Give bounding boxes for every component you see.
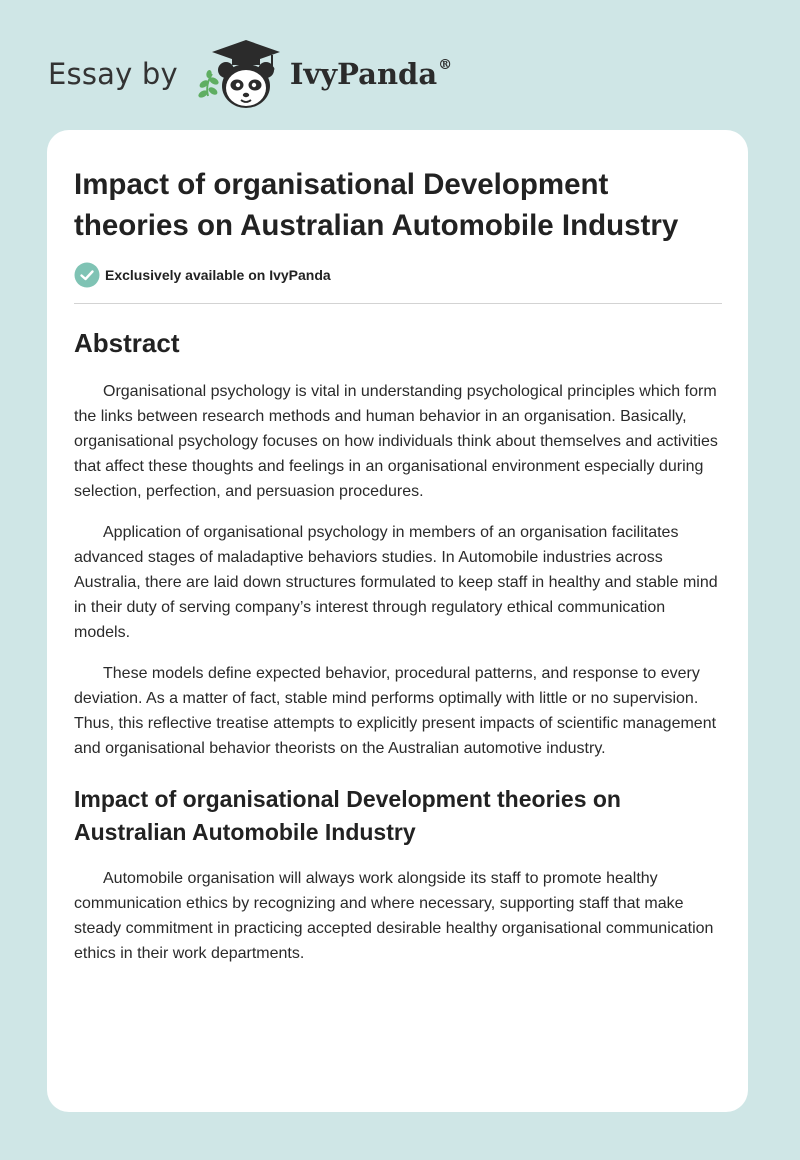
brand-name-text: IvyPanda: [289, 57, 438, 91]
check-circle-icon: [74, 262, 100, 288]
essay-card: [47, 130, 748, 1112]
panda-graduate-logo-icon[interactable]: [194, 34, 286, 114]
exclusive-badge: [74, 261, 722, 289]
paragraph: Application of organisational psychology in members of an organisation facilitates advanced stages of maladaptive behaviors studies. In Automobile industries across Australia, there are laid down structures formulated to keep staff in healthy and stable mind in their duty of serving company’s interest through regulatory ethical communication models.: [74, 524, 718, 641]
paragraph: Organisational psychology is vital in understanding psychological principles which form the links between research methods and human behavior in an organisation. Basically, organisational psychology focuses on how individuals think about themselves and activities that affect these thoughts and feelings in an organisational environment especially during selection, perfection, and persuasion procedures.: [74, 383, 718, 500]
brand-name[interactable]: [290, 57, 452, 91]
registered-mark: ®: [438, 57, 453, 74]
paragraph: Automobile organisation will always work alongside its staff to promote healthy communication ethics by recognizing and where necessary, supporting staff that make steady commitment in practicing accepted desirable healthy organisational communication ethics in their work departments.: [74, 870, 714, 962]
paragraph: These models define expected behavior, procedural patterns, and response to every deviation. As a matter of fact, stable mind performs optimally with little or no supervision. Thus, this reflective treatise attempts to explicitly present impacts of scientific management and organisational behavior theorists on the Australian automotive industry.: [74, 665, 717, 757]
essay-by-label: Essay by: [48, 57, 178, 91]
site-header: [48, 34, 452, 114]
divider: [74, 303, 722, 304]
essay-content: [74, 164, 722, 966]
section-heading-impact: Impact of organisational Development theories on Australian Automobile Industry: [74, 786, 621, 845]
essay-title: Impact of organisational Development theories on Australian Automobile Industry: [74, 168, 679, 242]
panda-head-icon: [218, 62, 274, 108]
section-heading-abstract: Abstract: [74, 328, 180, 358]
exclusive-badge-label: Exclusively available on IvyPanda: [105, 267, 331, 283]
leaf-sprig-icon: [197, 70, 220, 99]
